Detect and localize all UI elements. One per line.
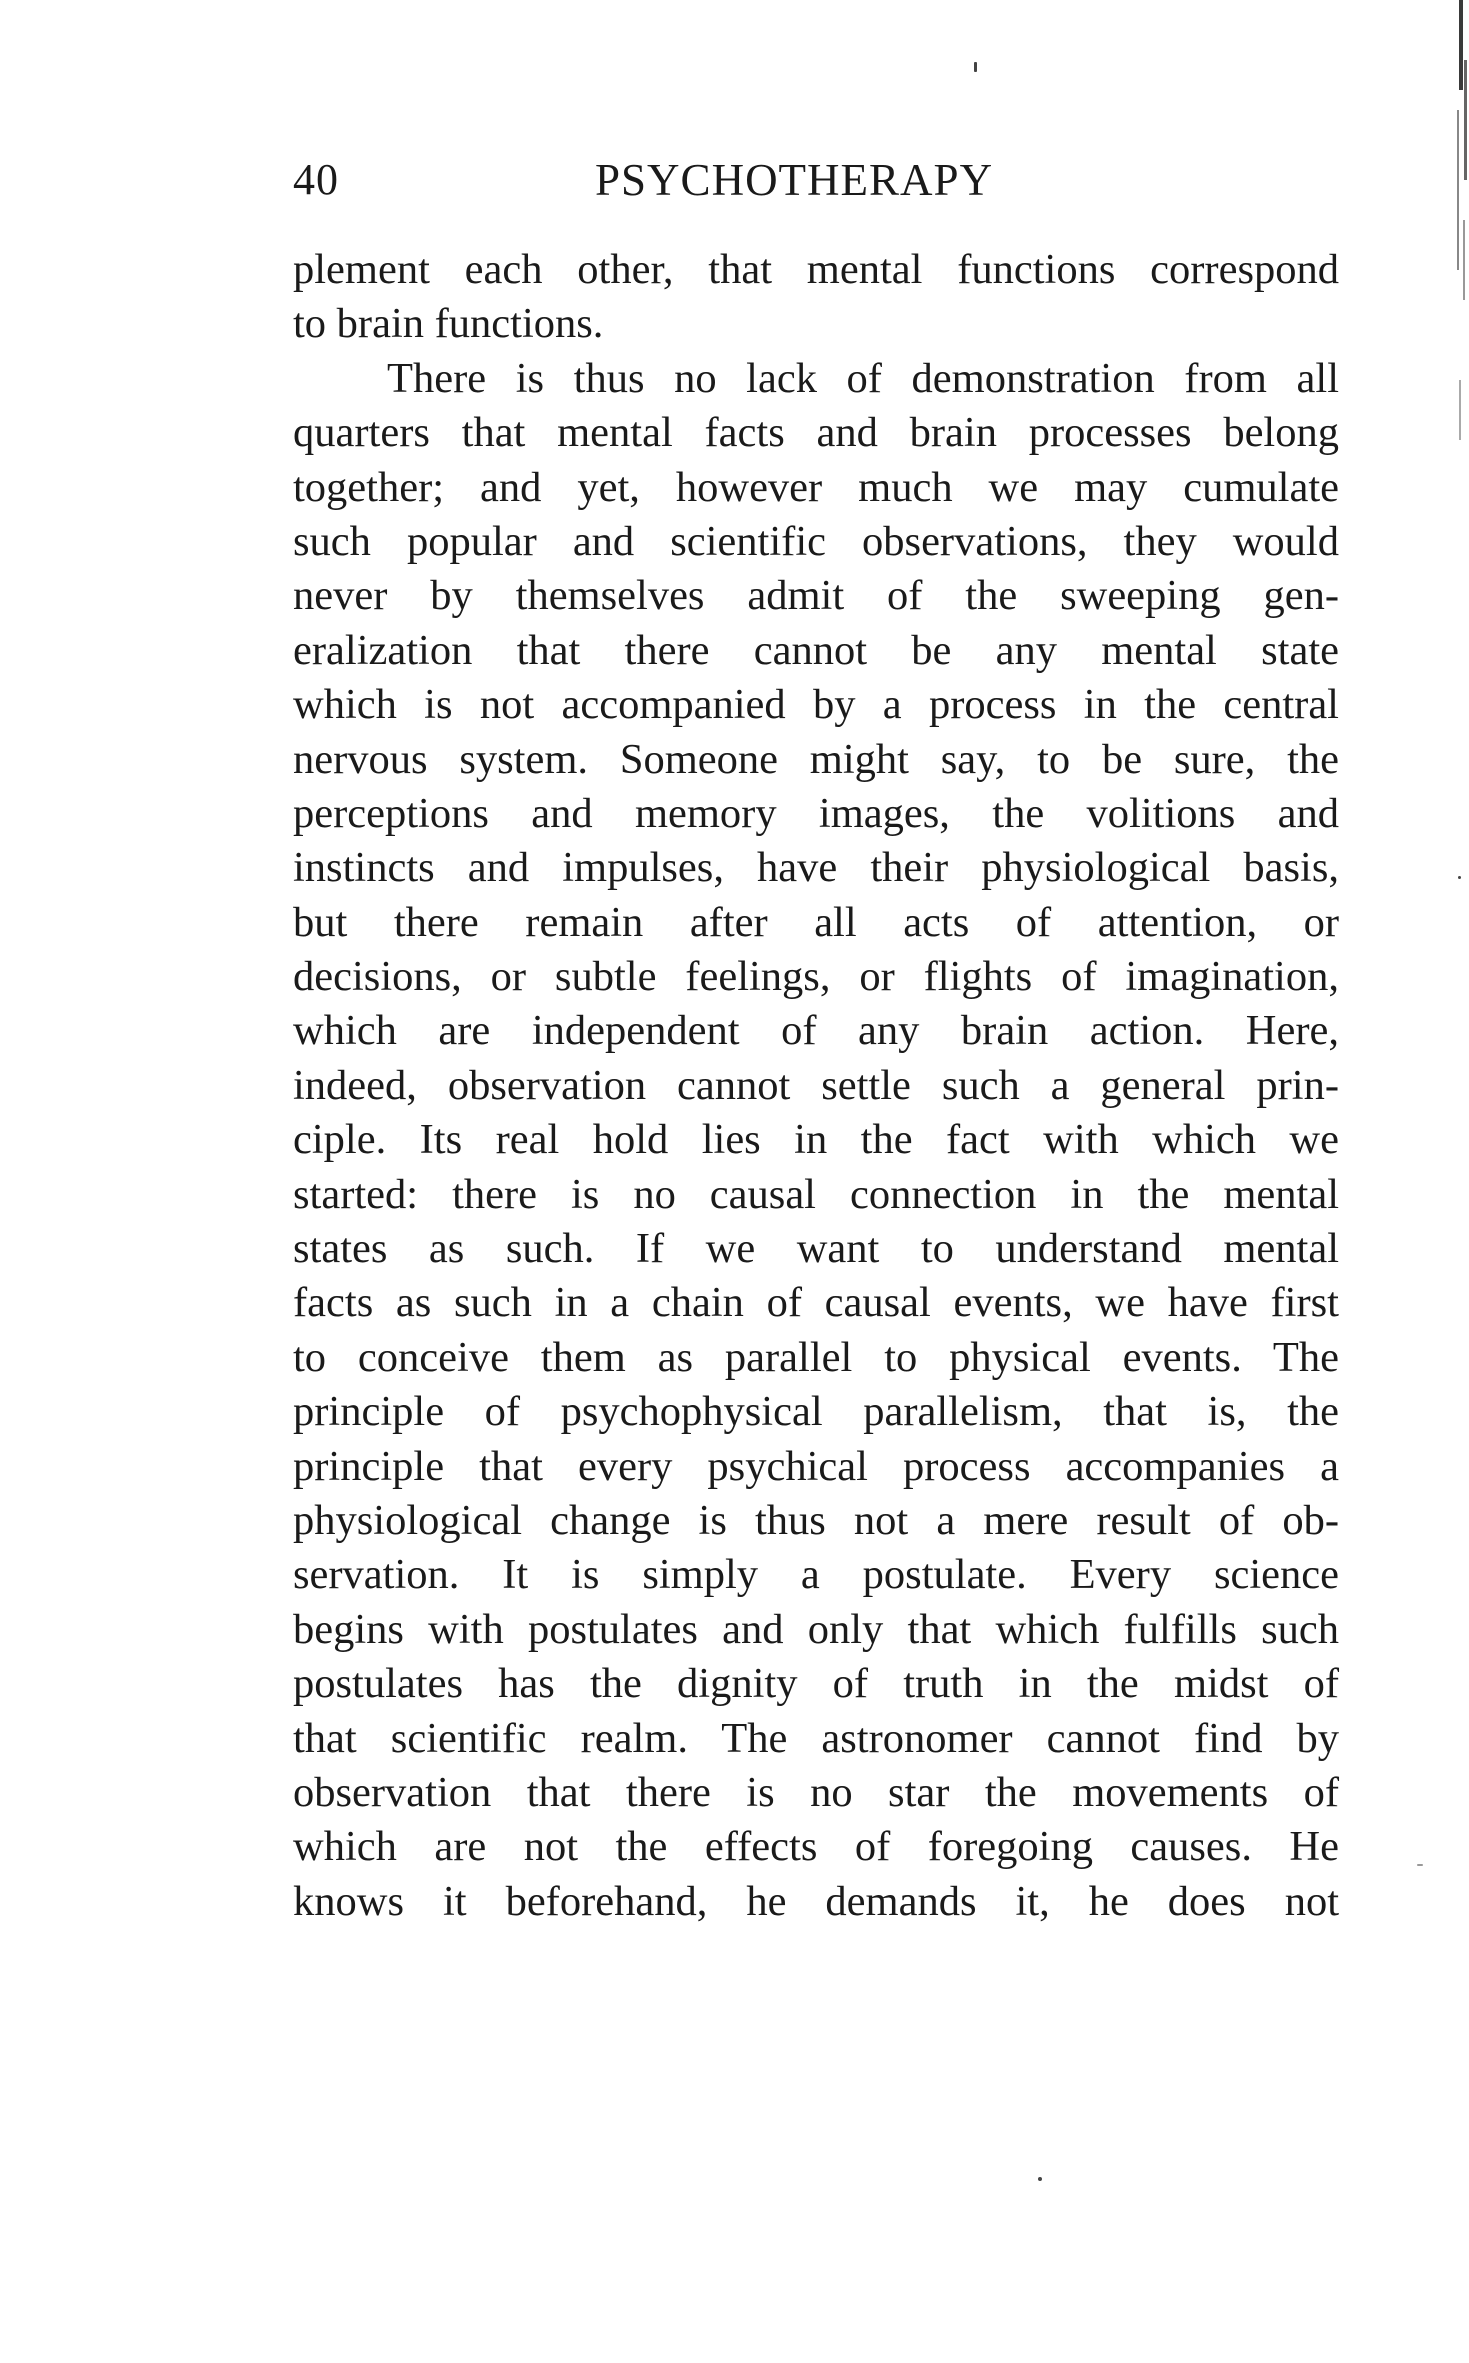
text-line: quarters that mental facts and brain processes belong <box>293 409 1339 457</box>
scan-speck <box>974 62 977 72</box>
text-line: states as such. If we want to understand mental <box>293 1225 1339 1273</box>
scan-speck <box>1038 2177 1042 2181</box>
text-line: ciple. Its real hold lies in the fact with which we <box>293 1116 1339 1164</box>
text-line: observation that there is no star the movements of <box>293 1768 1339 1816</box>
scan-edge-artifact <box>1441 0 1469 560</box>
text-line: but there remain after all acts of attention, or <box>293 898 1339 946</box>
text-line: plement each other, that mental functions correspond <box>293 246 1339 293</box>
text-line: to brain functions. <box>293 300 604 348</box>
text-line: which is not accompanied by a process in the central <box>293 681 1339 729</box>
scan-speck <box>1458 876 1461 879</box>
text-line: perceptions and memory images, the volitions and <box>293 789 1339 837</box>
text-line: facts as such in a chain of causal events, we have first <box>293 1279 1339 1327</box>
text-line: begins with postulates and only that which fulfills such <box>293 1605 1339 1653</box>
text-line: eralization that there cannot be any mental state <box>293 626 1339 674</box>
text-line: principle that every psychical process accompanies a <box>293 1442 1339 1490</box>
text-line: which are independent of any brain action. Here, <box>293 1007 1339 1055</box>
text-line: There is thus no lack of demonstration from all <box>387 354 1339 402</box>
text-line: knows it beforehand, he demands it, he does not <box>293 1877 1339 1925</box>
text-line: nervous system. Someone might say, to be sure, the <box>293 735 1339 783</box>
text-line: postulates has the dignity of truth in the midst of <box>293 1660 1339 1708</box>
text-line: principle of psychophysical parallelism, that is, the <box>293 1388 1339 1436</box>
text-line: to conceive them as parallel to physical events. The <box>293 1333 1339 1381</box>
text-line: never by themselves admit of the sweeping gen- <box>293 572 1339 620</box>
text-line: physiological change is thus not a mere result of ob- <box>293 1496 1339 1544</box>
text-line: that scientific realm. The astronomer cannot find by <box>293 1714 1339 1762</box>
text-line: which are not the effects of foregoing causes. He <box>293 1823 1339 1871</box>
text-line: together; and yet, however much we may cumulate <box>293 463 1339 511</box>
text-line: indeed, observation cannot settle such a general prin- <box>293 1061 1339 1109</box>
page-number: 40 <box>293 155 339 204</box>
text-line: decisions, or subtle feelings, or flights of imagination, <box>293 953 1339 1001</box>
scan-speck <box>1417 1864 1423 1866</box>
text-line: instincts and impulses, have their physiological basis, <box>293 844 1339 892</box>
running-head <box>293 150 1339 210</box>
running-title: PSYCHOTHERAPY <box>595 155 994 205</box>
body-text <box>293 243 1339 1929</box>
text-line: servation. It is simply a postulate. Every science <box>293 1551 1339 1599</box>
text-line: started: there is no causal connection in the mental <box>293 1170 1339 1218</box>
text-line: such popular and scientific observations, they would <box>293 517 1339 565</box>
